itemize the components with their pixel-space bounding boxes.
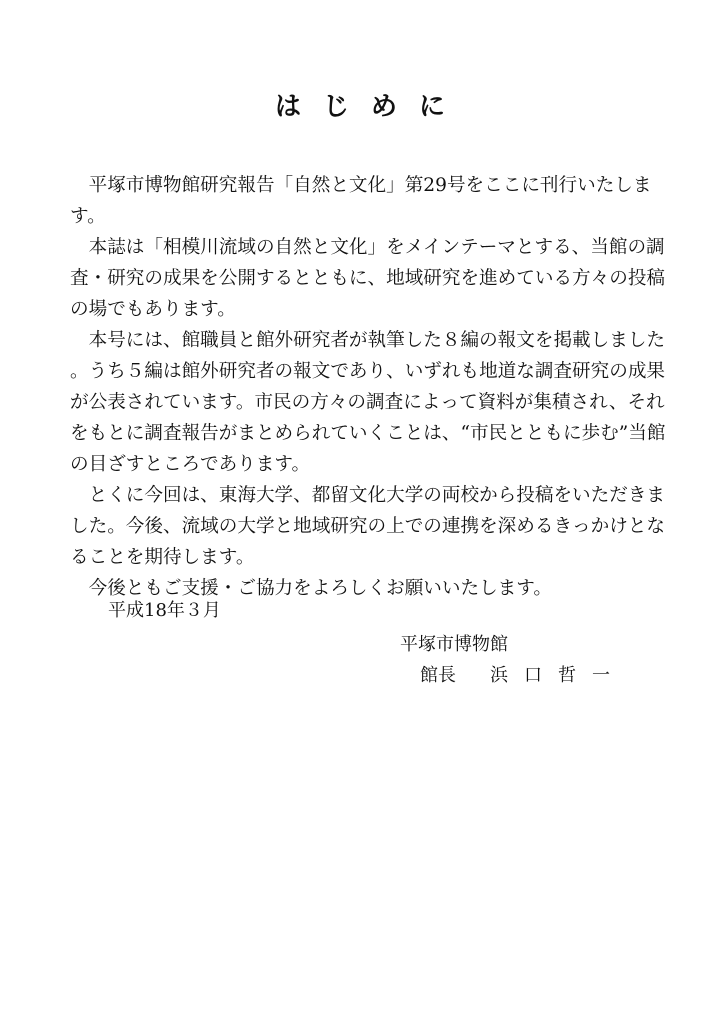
signature-line bbox=[420, 663, 626, 689]
paragraph-3: 本号には、館職員と館外研究者が執筆した８編の報文を掲載しました。うち５編は館外研究者の報文であり、いずれも地道な調査研究の成果が公表されています。市民の方々の調査によって資料が集積され、それをもとに調査報告がまとめられていくことは、“市民とともに歩む”当館の目ざすところであります。 bbox=[70, 330, 666, 475]
issue-date: 平成18年３月 bbox=[108, 600, 221, 621]
paragraph-1: 平塚市博物館研究報告「自然と文化」第29号をここに刊行いたします。 bbox=[70, 175, 652, 227]
paragraph-5: 今後ともご支援・ご協力をよろしくお願いいたします。 bbox=[88, 578, 552, 599]
signatory-name: 浜口哲一 bbox=[490, 665, 626, 686]
page-title: はじめに bbox=[274, 92, 467, 122]
paragraph-4: とくに今回は、東海大学、都留文化大学の両校から投稿をいただきました。今後、流域の大学と地域研究の上での連携を深めるきっかけとなることを期待します。 bbox=[70, 485, 666, 568]
organization-name: 平塚市博物館 bbox=[400, 634, 508, 655]
signatory-title: 館長 bbox=[420, 665, 456, 686]
paragraph-2: 本誌は「相模川流域の自然と文化」をメインテーマとする、当館の調査・研究の成果を公開するとともに、地域研究を進めている方々の投稿の場でもあります。 bbox=[70, 237, 666, 320]
body-text bbox=[70, 170, 670, 604]
